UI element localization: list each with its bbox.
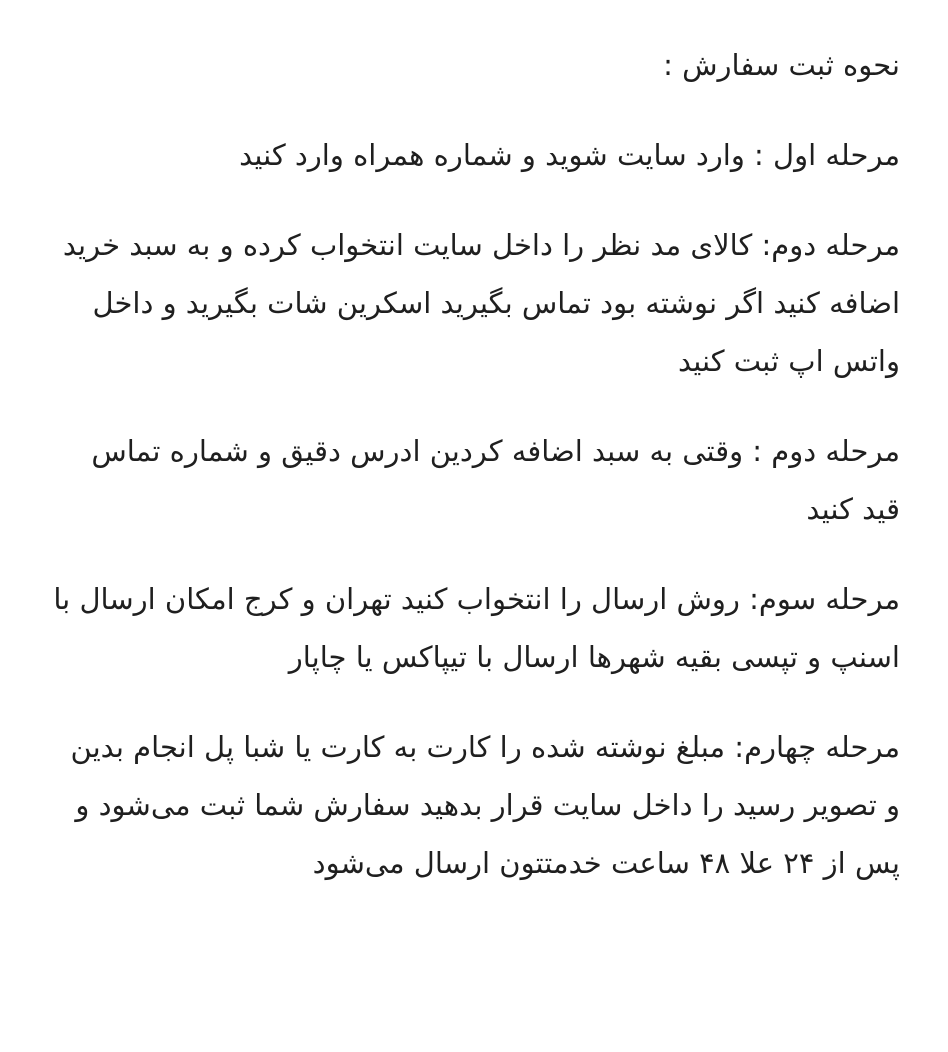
instructions-title: نحوه ثبت سفارش : (663, 48, 900, 82)
step-2b-paragraph: مرحله دوم : وقتی به سبد اضافه کردین ادرس دقیق و شماره تماس قید کنید (91, 434, 900, 526)
step-2-paragraph: مرحله دوم: کالای مد نظر را داخل سایت انتخواب کرده و به سبد خرید اضافه کنید اگر نوشته بود تماس بگیرید اسکرین شات بگیرید و داخل واتس اپ ثبت کنید (62, 228, 900, 378)
step-1-paragraph: مرحله اول : وارد سایت شوید و شماره همراه وارد کنید (239, 138, 900, 172)
step-4-paragraph: مرحله چهارم: مبلغ نوشته شده را کارت به کارت یا شبا پل انجام بدین و تصویر رسید را داخل سایت قرار بدهید سفارش شما ثبت می‌شود و پس از ۲۴ علا ۴۸ ساعت خدمتتون ارسال می‌شود (70, 730, 900, 880)
step-3-paragraph: مرحله سوم: روش ارسال را انتخواب کنید تهران و کرج امکان ارسال با اسنپ و تپسی بقیه شهرها ارسال با تیپاکس یا چاپار (53, 582, 900, 674)
